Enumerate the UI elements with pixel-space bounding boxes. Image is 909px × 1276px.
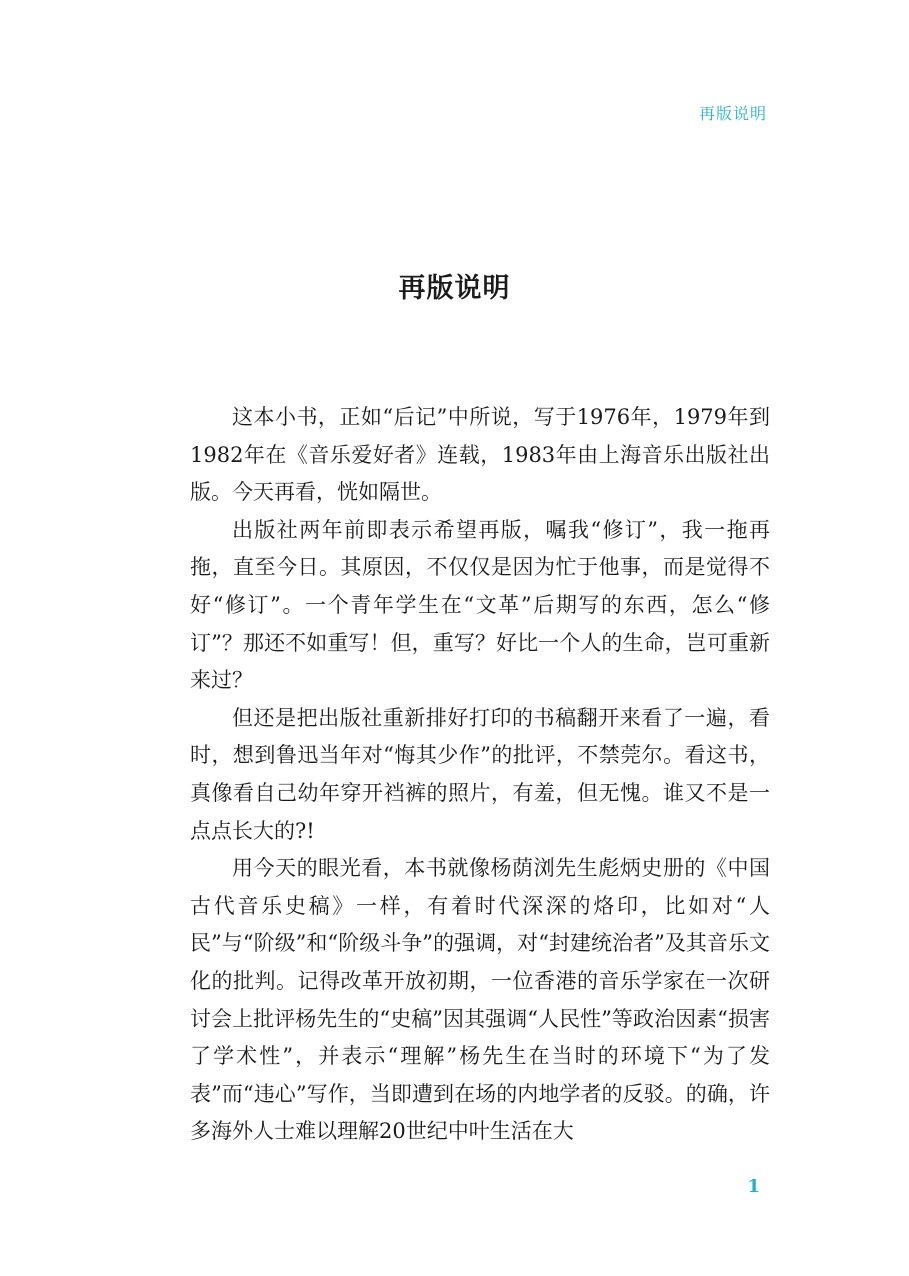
paragraph: 这本小书，正如“后记”中所说，写于1976年，1979年到1982年在《音乐爱好者》连载，1983年由上海音乐出版社出版。今天再看，恍如隔世。 [190,405,770,505]
page-number: 1 [747,1176,760,1197]
body-text [190,399,770,1151]
page-title: 再版说明 [398,273,511,304]
paragraph: 用今天的眼光看，本书就像杨荫浏先生彪炳史册的《中国古代音乐史稿》一样，有着时代深深的烙印，比如对“人民”与“阶级”和“阶级斗争”的强调，对“封建统治者”及其音乐文化的批判。记得改革开放初期，一位香港的音乐学家在一次研讨会上批评杨先生的“史稿”因其强调“人民性”等政治因素“损害了学术性”，并表示“理解”杨先生在当时的环境下“为了发表”而“违心”写作，当即遭到在场的内地学者的反驳。的确，许多海外人士难以理解20世纪中叶生活在大 [190,856,770,1144]
paragraph: 但还是把出版社重新排好打印的书稿翻开来看了一遍，看时，想到鲁迅当年对“悔其少作”的批评，不禁莞尔。看这书，真像看自己幼年穿开裆裤的照片，有羞，但无愧。谁又不是一点点长大的?! [190,705,770,843]
running-header: 再版说明 [698,104,767,123]
paragraph: 出版社两年前即表示希望再版，嘱我“修订”，我一拖再拖，直至今日。其原因，不仅仅是因为忙于他事，而是觉得不好“修订”。一个青年学生在“文革”后期写的东西，怎么“修订”？那还不如重写！但，重写？好比一个人的生命，岂可重新来过？ [190,517,770,693]
